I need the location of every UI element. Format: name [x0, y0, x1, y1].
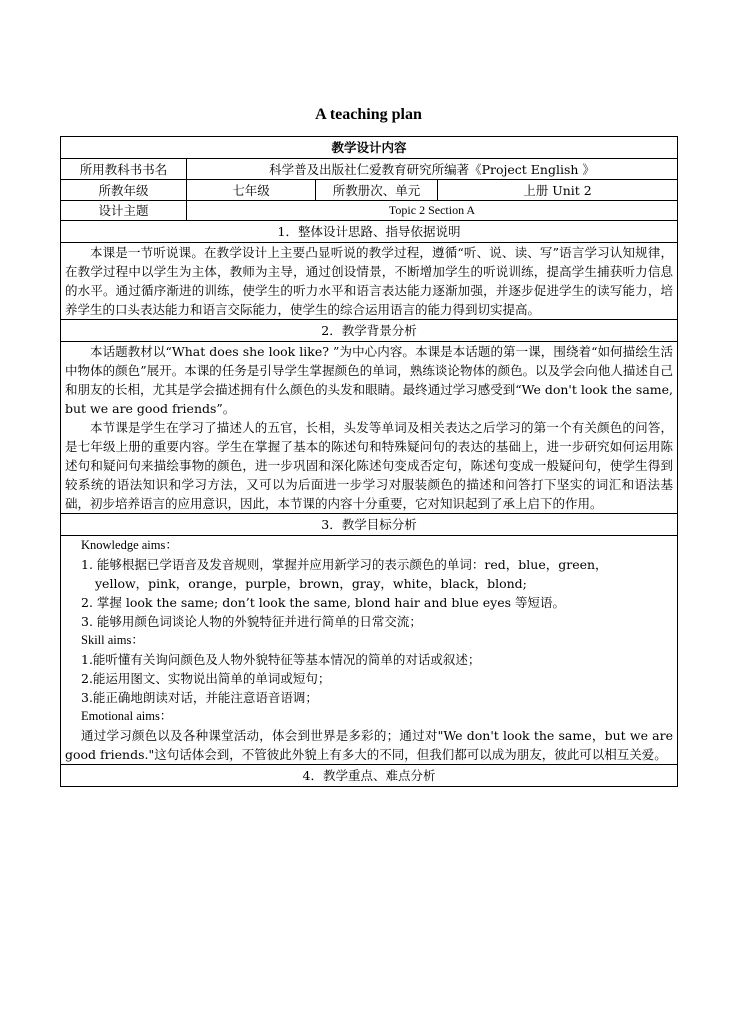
- skill-aim-2: 2.能运用图文、实物说出简单的单词或短句；: [81, 671, 331, 686]
- table-caption: 教学设计内容: [61, 137, 678, 159]
- knowledge-aim-1a: 1. 能够根据已学语音及发音规则，掌握并应用新学习的表示颜色的单词：red，blue，green，: [81, 557, 608, 572]
- teaching-plan-table: [60, 136, 678, 787]
- topic-label: 设计主题: [61, 201, 187, 221]
- section-3-body: [61, 536, 678, 765]
- knowledge-aims-heading: Knowledge aims：: [81, 538, 178, 552]
- textbook-value: 科学普及出版社仁爱教育研究所编著《Project English 》: [187, 159, 678, 180]
- skill-aims-heading: Skill aims：: [81, 633, 144, 647]
- grade-value: 七年级: [187, 180, 316, 201]
- section-1-title: 1．整体设计思路、指导依据说明: [61, 221, 678, 243]
- knowledge-aim-2: 2. 掌握 look the same; don’t look the same, blond hair and blue eyes 等短语。: [81, 595, 566, 610]
- emotional-aim-1: 通过学习颜色以及各种课堂活动，体会到世界是多彩的；通过对"We don't look the same，but we are good friends."这句话体会到，不管彼此外貌上有多大的不同，但我们都可以成为朋友，彼此可以相互关爱。: [65, 728, 674, 762]
- skill-aim-3: 3.能正确地朗读对话，并能注意语音语调；: [81, 690, 318, 705]
- section-1-paragraph: 本课是一节听说课。在教学设计上主要凸显听说的教学过程，遵循“听、说、读、写”语言学习认知规律，在教学过程中以学生为主体，教师为主导，通过创设情景，不断增加学生的听说训练，提高学生捕获听力信息的水平。通过循序渐进的训练，使学生的听力水平和语言表达能力逐渐加强，并逐步促进学生的读写能力，培养学生的口头表达能力和语言交际能力，使学生的综合运用语言的能力得到切实提高。: [65, 245, 674, 317]
- section-3-title: 3．教学目标分析: [61, 514, 678, 536]
- volume-label: 所教册次、单元: [316, 180, 438, 201]
- knowledge-aim-1b: yellow，pink，orange，purple，brown，gray，white，black，blond;: [95, 576, 527, 591]
- section-1-body: [61, 243, 678, 320]
- section-2-paragraph-1: 本话题教材以“What does she look like? ”为中心内容。本课是本话题的第一课，围绕着“如何描绘生活中物体的颜色”展开。本课的任务是引导学生掌握颜色的单词，熟练谈论物体的颜色。以及学会向他人描述自己和朋友的长相，尤其是学会描述拥有什么颜色的头发和眼睛。最终通过学习感受到“We don't look the same, but we are good friends”。: [65, 344, 674, 416]
- section-2-body: [61, 342, 678, 514]
- textbook-label: 所用教科书书名: [61, 159, 187, 180]
- emotional-aims-heading: Emotional aims：: [81, 709, 173, 723]
- section-2-title: 2．教学背景分析: [61, 320, 678, 342]
- document-title: A teaching plan: [315, 106, 422, 123]
- section-4-title: 4．教学重点、难点分析: [61, 765, 678, 787]
- volume-value: 上册 Unit 2: [438, 180, 678, 201]
- grade-label: 所教年级: [61, 180, 187, 201]
- skill-aim-1: 1.能听懂有关询问颜色及人物外貌特征等基本情况的简单的对话或叙述；: [81, 652, 481, 667]
- topic-value: Topic 2 Section A: [187, 201, 678, 221]
- knowledge-aim-3: 3. 能够用颜色词谈论人物的外貌特征并进行简单的日常交流；: [81, 614, 422, 629]
- section-2-paragraph-2: 本节课是学生在学习了描述人的五官，长相，头发等单词及相关表达之后学习的第一个有关颜色的问答，是七年级上册的重要内容。学生在掌握了基本的陈述句和特殊疑问句的表达的基础上，进一步研究如何运用陈述句和疑问句来描绘事物的颜色，进一步巩固和深化陈述句变成否定句，陈述句变成一般疑问句，使学生得到较系统的语法知识和学习方法，又可以为后面进一步学习对服装颜色的描述和问答打下坚实的词汇和语法基础，初步培养语言的应用意识，因此，本节课的内容十分重要，它对知识起到了承上启下的作用。: [65, 420, 674, 511]
